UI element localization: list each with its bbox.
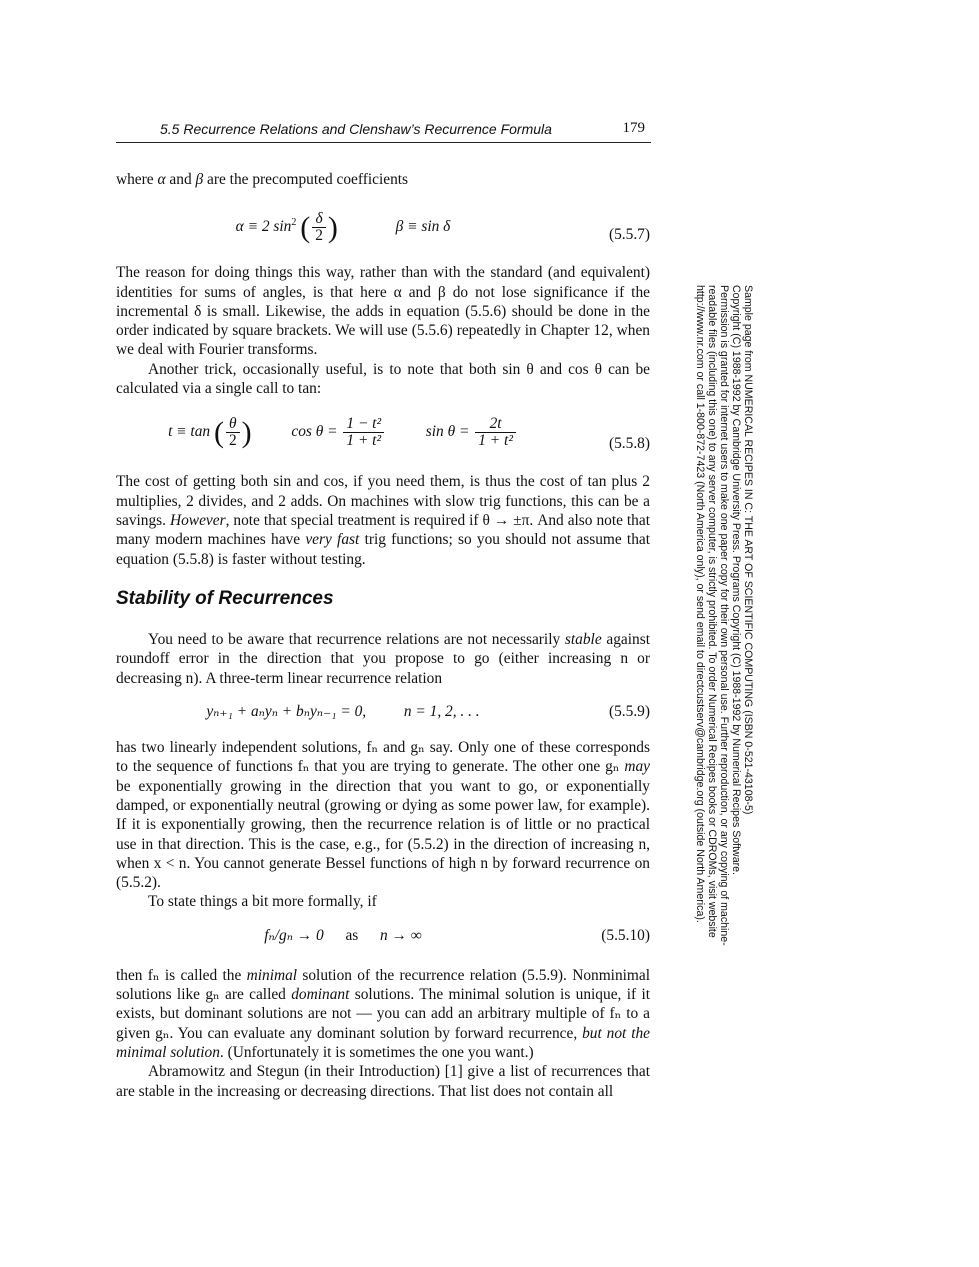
- running-header: [116, 120, 651, 143]
- paragraph-reason: The reason for doing things this way, rather than with the standard (and equivalent) identities for sums of angles, is that here α and β do not lose significance if the incremental δ is small. Likewise, the adds in equation (5.5.6) should be done in the order indicated by square brackets. We will use (5.5.6) repeatedly in Chapter 12, when we deal with Fourier transforms.: [116, 264, 650, 359]
- paragraph-abramowitz: Abramowitz and Stegun (in their Introduction) [1] give a list of recurrences that are stable in the increasing or decreasing directions. That list does not contain all: [116, 1063, 650, 1100]
- equation-5-5-8: t ≡ tan ( $\frac{\theta}{2}$ ) cos θ = $\frac{\text{1 − t²}}{\text{1 + t²}}$ sin θ = $\frac{2t}{\text{1 + t²}}$ (5.5.8): [168, 415, 650, 453]
- sidebar-line: Copyright (C) 1988-1992 by Cambridge University Press. Programs Copyright (C) 1988-1992 by Numerical Recipes Software.: [730, 285, 742, 875]
- equation-number: (5.5.7): [608, 226, 650, 244]
- running-title: 5.5 Recurrence Relations and Clenshaw’s Recurrence Formula: [160, 121, 552, 137]
- paragraph-stability: You need to be aware that recurrence relations are not necessarily stable against roundoff error in the direction that you propose to go (either increasing n or decreasing n). A three-term linear recurrence relation: [116, 631, 650, 687]
- paragraph-another-trick: Another trick, occasionally useful, is to note that both sin θ and cos θ can be calculated via a single call to tan:: [116, 360, 650, 398]
- page-body: [116, 170, 650, 1101]
- equation-number: (5.5.10): [601, 926, 650, 944]
- equation-5-5-7: α ≡ 2 $\sin^2$ ( $\frac{\delta}{2}$ ) β ≡ sin δ (5.5.7): [235, 210, 650, 245]
- equation-5-5-10: fₙ/gₙ → 0 as n → ∞ (5.5.10): [264, 926, 650, 944]
- equation-number: (5.5.9): [608, 703, 650, 721]
- paragraph-solutions: has two linearly independent solutions, fₙ and gₙ say. Only one of these corresponds to the sequence of functions fₙ that you are trying to generate. The other one gₙ may be exponentially growing in the direction that you want to go, or exponentially damped, or exponentially neutral (growing or dying as some power law, for example). If it is exponentially growing, then the recurrence relation is of little or no practical use in that direction. This is the case, e.g., for (5.5.2) in the direction of increasing n, when x < n. You cannot generate Bessel functions of high n by forward recurrence on (5.5.2).: [116, 739, 650, 892]
- equation-number: (5.5.8): [608, 435, 650, 453]
- sidebar-line: Permission is granted for internet users to make one paper copy for their own personal use. Further reproduction, or any copying of machine-: [718, 285, 730, 946]
- copyright-sidebar: [694, 285, 754, 1085]
- paragraph-cost: The cost of getting both sin and cos, if you need them, is thus the cost of tan plus 2 multiplies, 2 divides, and 2 adds. On machines with slow trig functions, this can be a savings. However, note that special treatment is required if θ → ±π. And also note that many modern machines have very fast trig functions; so you should not assume that equation (5.5.8) is faster without testing.: [116, 473, 651, 568]
- section-heading: Stability of Recurrences: [116, 587, 334, 609]
- paragraph-formally: To state things a bit more formally, if: [148, 893, 377, 911]
- page-number: 179: [622, 120, 645, 136]
- sidebar-line: readable files (including this one) to any server computer, is strictly prohibited. To order Numerical Recipes books or CDROMs, visit website: [706, 285, 718, 938]
- paragraph-coefficients-intro: where α and β are the precomputed coefficients: [116, 171, 409, 188]
- sidebar-line: http://www.nr.com or call 1-800-872-7423 (North America only), or send email to directcustserv@cambridge.org (outside North America).: [694, 285, 706, 923]
- equation-5-5-9: yₙ₊₁ + aₙyₙ + bₙyₙ₋₁ = 0, n = 1, 2, . . . (5.5.9): [206, 703, 650, 721]
- sidebar-line: Sample page from NUMERICAL RECIPES IN C: THE ART OF SCIENTIFIC COMPUTING (ISBN 0-521-43108-5): [742, 285, 754, 815]
- paragraph-minimal: then fₙ is called the minimal solution of the recurrence relation (5.5.9). Nonminimal solutions like gₙ are called dominant solutions. The minimal solution is unique, if it exists, but dominant solutions are not — you can add an arbitrary multiple of fₙ to a given gₙ. You can evaluate any dominant solution by forward recurrence, but not the minimal solution. (Unfortunately it is sometimes the one you want.): [116, 966, 651, 1061]
